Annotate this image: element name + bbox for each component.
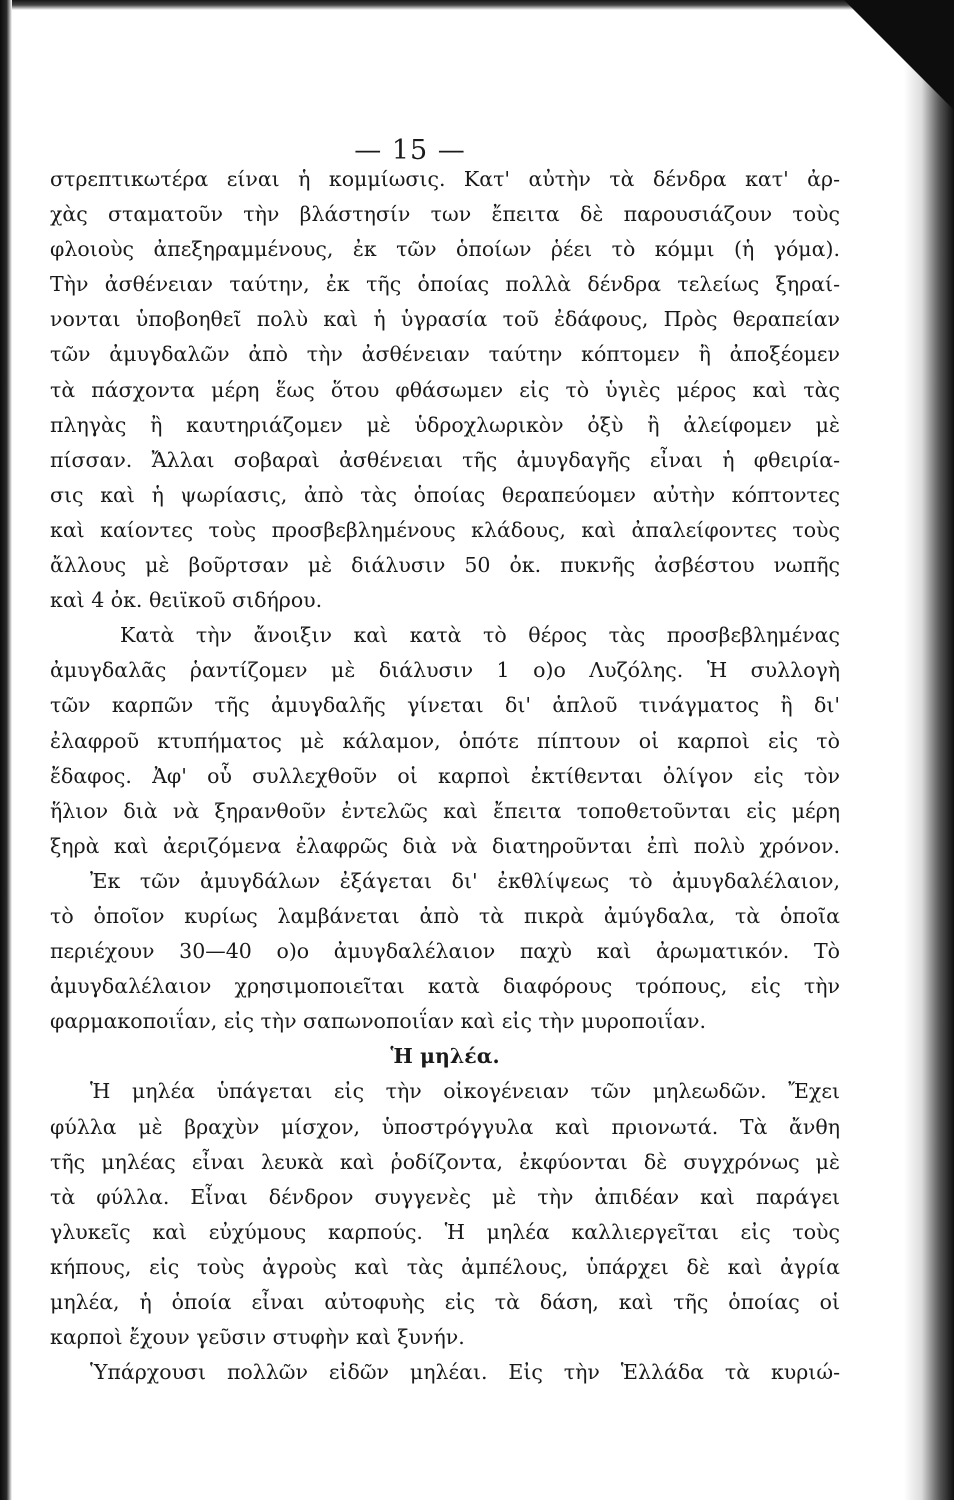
text-line: ἀμυγδαλέλαιον χρησιμοποιεῖται κατὰ διαφόρους τρόπους, εἰς τὴν bbox=[50, 974, 840, 999]
text-line: ἥλιον διὰ νὰ ξηρανθοῦν ἐντελῶς καὶ ἔπειτα τοποθετοῦνται εἰς μέρη bbox=[50, 798, 840, 823]
torn-corner bbox=[844, 0, 954, 110]
text-line: γλυκεῖς καὶ εὐχύμους καρπούς. Ἡ μηλέα καλλιεργεῖται εἰς τοὺς bbox=[50, 1219, 840, 1244]
text-line: καρποὶ ἔχουν γεῦσιν στυφὴν καὶ ξυνήν. bbox=[50, 1325, 465, 1350]
text-line: ἄλλους μὲ βοῦρτσαν μὲ διάλυσιν 50 ὀκ. πυκνῆς ἀσβέστου νωπῆς bbox=[50, 553, 840, 578]
text-line: Ἡ μηλέα ὑπάγεται εἰς τὴν οἰκογένειαν τῶν μηλεωδῶν. Ἔχει bbox=[90, 1079, 840, 1104]
text-line: Κατὰ τὴν ἄνοιξιν καὶ κατὰ τὸ θέρος τὰς προσβεβλημένας bbox=[120, 623, 840, 648]
section-heading: Ἡ μηλέα. bbox=[390, 1044, 500, 1069]
text-line: τὰ φύλλα. Εἶναι δένδρον συγγενὲς μὲ τὴν ἀπιδέαν καὶ παράγει bbox=[50, 1184, 840, 1209]
text-line: τῆς μηλέας εἶναι λευκὰ καὶ ῥοδίζοντα, ἐκφύονται δὲ συγχρόνως μὲ bbox=[50, 1149, 840, 1174]
text-line: περιέχουν 30—40 ο)ο ἀμυγδαλέλαιον παχὺ καὶ ἀρωματικόν. Τὸ bbox=[50, 939, 840, 964]
scan-edge-top bbox=[0, 0, 954, 10]
text-line: ἐλαφροῦ κτυπήματος μὲ κάλαμον, ὁπότε πίπτουν οἱ καρποὶ εἰς τὸ bbox=[50, 728, 840, 753]
text-line: φαρμακοποιΐαν, εἰς τὴν σαπωνοποιΐαν καὶ εἰς τὴν μυροποιΐαν. bbox=[50, 1009, 706, 1034]
text-line: νονται ὑποβοηθεῖ πολὺ καὶ ἡ ὑγρασία τοῦ ἐδάφους, Πρὸς θεραπείαν bbox=[50, 307, 840, 332]
text-line: φλοιοὺς ἀπεξηραμμένους, ἐκ τῶν ὁποίων ῥέει τὸ κόμμι (ἡ γόμα). bbox=[50, 237, 840, 262]
text-line: τὸ ὁποῖον κυρίως λαμβάνεται ἀπὸ τὰ πικρὰ ἀμύγδαλα, τὰ ὁποῖα bbox=[50, 903, 840, 928]
text-line: ἔδαφος. Ἀφ' οὗ συλλεχθοῦν οἱ καρποὶ ἐκτίθενται ὀλίγον εἰς τὸν bbox=[50, 763, 840, 788]
page-number: — 15 — bbox=[354, 135, 466, 166]
text-line: μηλέα, ἡ ὁποία εἶναι αὐτοφυὴς εἰς τὰ δάση, καὶ τῆς ὁποίας οἱ bbox=[50, 1290, 840, 1314]
text-line: τῶν ἀμυγδαλῶν ἀπὸ τὴν ἀσθένειαν ταύτην κόπτομεν ἢ ἀποξέομεν bbox=[50, 342, 840, 367]
text-line: ξηρὰ καὶ ἀεριζόμενα ἐλαφρῶς διὰ νὰ διατηροῦνται ἐπὶ πολὺ χρόνον. bbox=[50, 833, 840, 858]
text-line: Ἐκ τῶν ἀμυγδάλων ἐξάγεται δι' ἐκθλίψεως τὸ ἀμυγδαλέλαιον, bbox=[90, 868, 840, 893]
text-line: χὰς σταματοῦν τὴν βλάστησίν των ἔπειτα δὲ παρουσιάζουν τοὺς bbox=[50, 202, 840, 227]
text-line: πίσσαν. Ἄλλαι σοβαραὶ ἀσθένειαι τῆς ἀμυγδαγῆς εἶναι ἡ φθειρία- bbox=[50, 447, 840, 472]
text-line: στρεπτικωτέρα είναι ἡ κομμίωσις. Κατ' αὐτὴν τὰ δένδρα κατ' ἀρ- bbox=[50, 167, 840, 191]
text-line: τῶν καρπῶν τῆς ἀμυγδαλῆς γίνεται δι' ἁπλοῦ τινάγματος ἢ δι' bbox=[50, 693, 840, 718]
text-line: σις καὶ ἡ ψωρίασις, ἀπὸ τὰς ὁποίας θεραπεύομεν αὐτὴν κόπτοντες bbox=[50, 482, 840, 507]
text-line: ἀμυγδαλᾶς ῥαντίζομεν μὲ διάλυσιν 1 ο)ο Λυζόλης. Ἡ συλλογὴ bbox=[50, 658, 840, 683]
text-line: κήπους, εἰς τοὺς ἀγροὺς καὶ τὰς ἀμπέλους, ὑπάρχει δὲ καὶ ἀγρία bbox=[50, 1254, 840, 1279]
text-line: Τὴν ἀσθένειαν ταύτην, ἐκ τῆς ὁποίας πολλὰ δένδρα τελείως ξηραί- bbox=[50, 272, 840, 297]
text-line: Ὑπάρχουσι πολλῶν εἰδῶν μηλέαι. Εἰς τὴν Ἑλλάδα τὰ κυριώ- bbox=[90, 1360, 840, 1385]
text-line: καὶ καίοντες τοὺς προσβεβλημένους κλάδους, καὶ ἀπαλείφοντες τοὺς bbox=[50, 517, 840, 542]
body-text bbox=[50, 162, 840, 1390]
scan-edge-left bbox=[0, 0, 12, 1500]
text-line: φύλλα μὲ βραχὺν μίσχον, ὑποστρόγγυλα καὶ πριονωτά. Τὰ ἄνθη bbox=[50, 1114, 840, 1139]
text-line: τὰ πάσχοντα μέρη ἕως ὅτου φθάσωμεν εἰς τὸ ὑγιὲς μέρος καὶ τὰς bbox=[50, 377, 840, 402]
scan-edge-right bbox=[904, 0, 954, 1500]
text-line: πληγὰς ἢ καυτηριάζομεν μὲ ὑδροχλωρικὸν ὀξὺ ἢ ἀλείφομεν μὲ bbox=[50, 412, 840, 437]
text-line: καὶ 4 ὀκ. θειϊκοῦ σιδήρου. bbox=[50, 588, 323, 613]
